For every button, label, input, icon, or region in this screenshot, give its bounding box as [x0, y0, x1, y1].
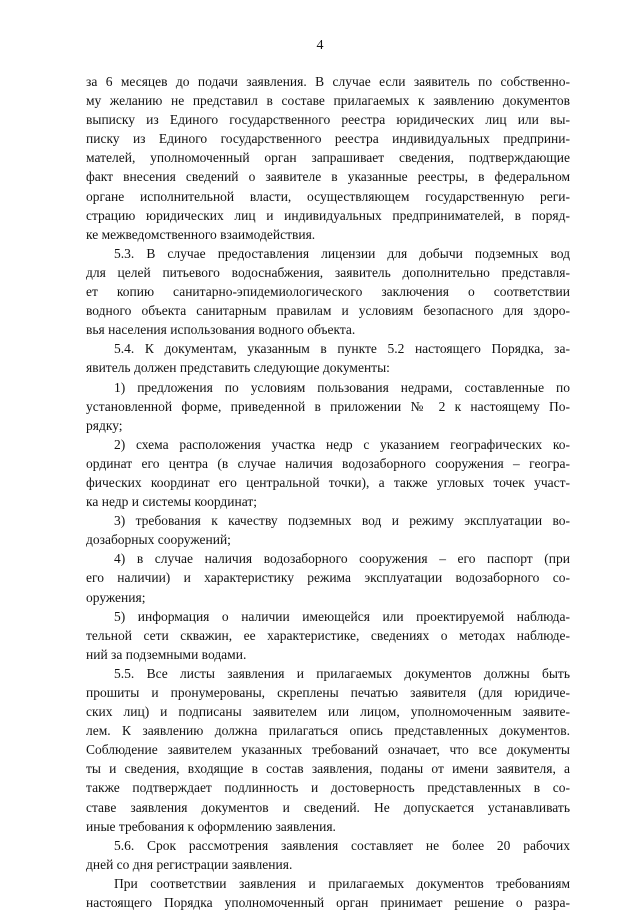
text-line: ординат его центра (в случае наличия водозаборного сооружения – геогра-: [86, 455, 570, 471]
text-line: 5.3. В случае предоставления лицензии для добычи подземных вод: [114, 245, 570, 261]
text-line: установленной форме, приведенной в приложении № 2 к настоящему По-: [86, 398, 570, 414]
text-line: 1) предложения по условиям пользования недрами, составленные по: [114, 379, 570, 395]
text-line: ты и сведения, входящие в состав заявления, поданы от имени заявителя, а: [86, 761, 570, 777]
text-line: 5.4. К документам, указанным в пункте 5.2 настоящего Порядка, за-: [114, 341, 570, 357]
text-line: страцию юридических лиц и индивидуальных предпринимателей, в поряд-: [86, 207, 570, 223]
text-line: явитель должен представить следующие документы:: [86, 360, 390, 376]
text-line: ставе заявления документов и сведений. Не допускается устанавливать: [86, 799, 570, 815]
text-line: писку из Единого государственного реестра индивидуальных предприни-: [86, 131, 570, 147]
text-line: ет копию санитарно-эпидемиологического заключения о соответствии: [86, 284, 570, 300]
text-line: 5) информация о наличии имеющейся или проектируемой наблюда-: [114, 608, 570, 624]
page-number: 4: [316, 38, 324, 53]
text-line: ний за подземными водами.: [86, 646, 247, 662]
document-body: [86, 72, 570, 912]
text-line: вья населения использования водного объекта.: [86, 322, 356, 338]
text-line: органе исполнительной власти, осуществляющем государственную реги-: [86, 188, 570, 204]
text-line: настоящего Порядка уполномоченный орган принимает решение о разра-: [86, 895, 570, 911]
text-line: рядку;: [86, 417, 123, 433]
text-line: выписку из Единого государственного реестра юридических лиц или вы-: [86, 112, 570, 128]
text-line: 2) схема расположения участка недр с указанием географических ко-: [114, 436, 570, 452]
text-line: за 6 месяцев до подачи заявления. В случае если заявитель по собственно-: [86, 74, 570, 89]
text-line: дозаборных сооружений;: [86, 532, 231, 548]
text-line: прошиты и пронумерованы, скреплены печатью заявителя (для юридиче-: [86, 685, 570, 700]
text-line: оружения;: [86, 589, 146, 605]
text-line: иные требования к оформлению заявления.: [86, 818, 336, 834]
text-line: 4) в случае наличия водозаборного сооружения – его паспорт (при: [114, 551, 570, 567]
text-line: тельной сети скважин, ее характеристике, сведениях о методах наблюде-: [86, 627, 570, 643]
text-line: также подтверждает подлинность и достоверность представленных в со-: [86, 780, 570, 796]
text-line: факт внесения сведений о заявителе в указанные реестры, в федеральном: [86, 169, 570, 185]
text-line: При соответствии заявления и прилагаемых документов требованиям: [114, 875, 570, 891]
text-line: мателей, уполномоченный орган запрашивает сведения, подтверждающие: [86, 150, 570, 166]
text-line: ке межведомственного взаимодействия.: [86, 226, 316, 242]
text-line: для целей питьевого водоснабжения, заявитель дополнительно представля-: [86, 264, 570, 280]
text-line: Соблюдение заявителем указанных требований означает, что все документы: [86, 742, 570, 758]
text-line: 3) требования к качеству подземных вод и режиму эксплуатации во-: [114, 513, 570, 529]
text-line: лем. К заявлению должна прилагаться опись представленных документов.: [86, 723, 570, 739]
text-line: 5.6. Срок рассмотрения заявления составляет не более 20 рабочих: [114, 837, 570, 853]
text-line: дней со дня регистрации заявления.: [86, 856, 293, 872]
text-line: ка недр и системы координат;: [86, 494, 257, 510]
text-line: его наличии) и характеристику режима эксплуатации водозаборного со-: [86, 570, 570, 586]
text-line: фических координат его центральной точки), а также угловых точек участ-: [86, 474, 570, 490]
text-line: 5.5. Все листы заявления и прилагаемых документов должны быть: [114, 665, 570, 681]
text-line: ских лиц) и подписаны заявителем или лицом, уполномоченным заявите-: [86, 704, 570, 720]
text-line: му желанию не представил в составе прилагаемых к заявлению документов: [86, 93, 570, 109]
text-line: водного объекта санитарным правилам и условиям безопасного для здоро-: [86, 303, 570, 319]
